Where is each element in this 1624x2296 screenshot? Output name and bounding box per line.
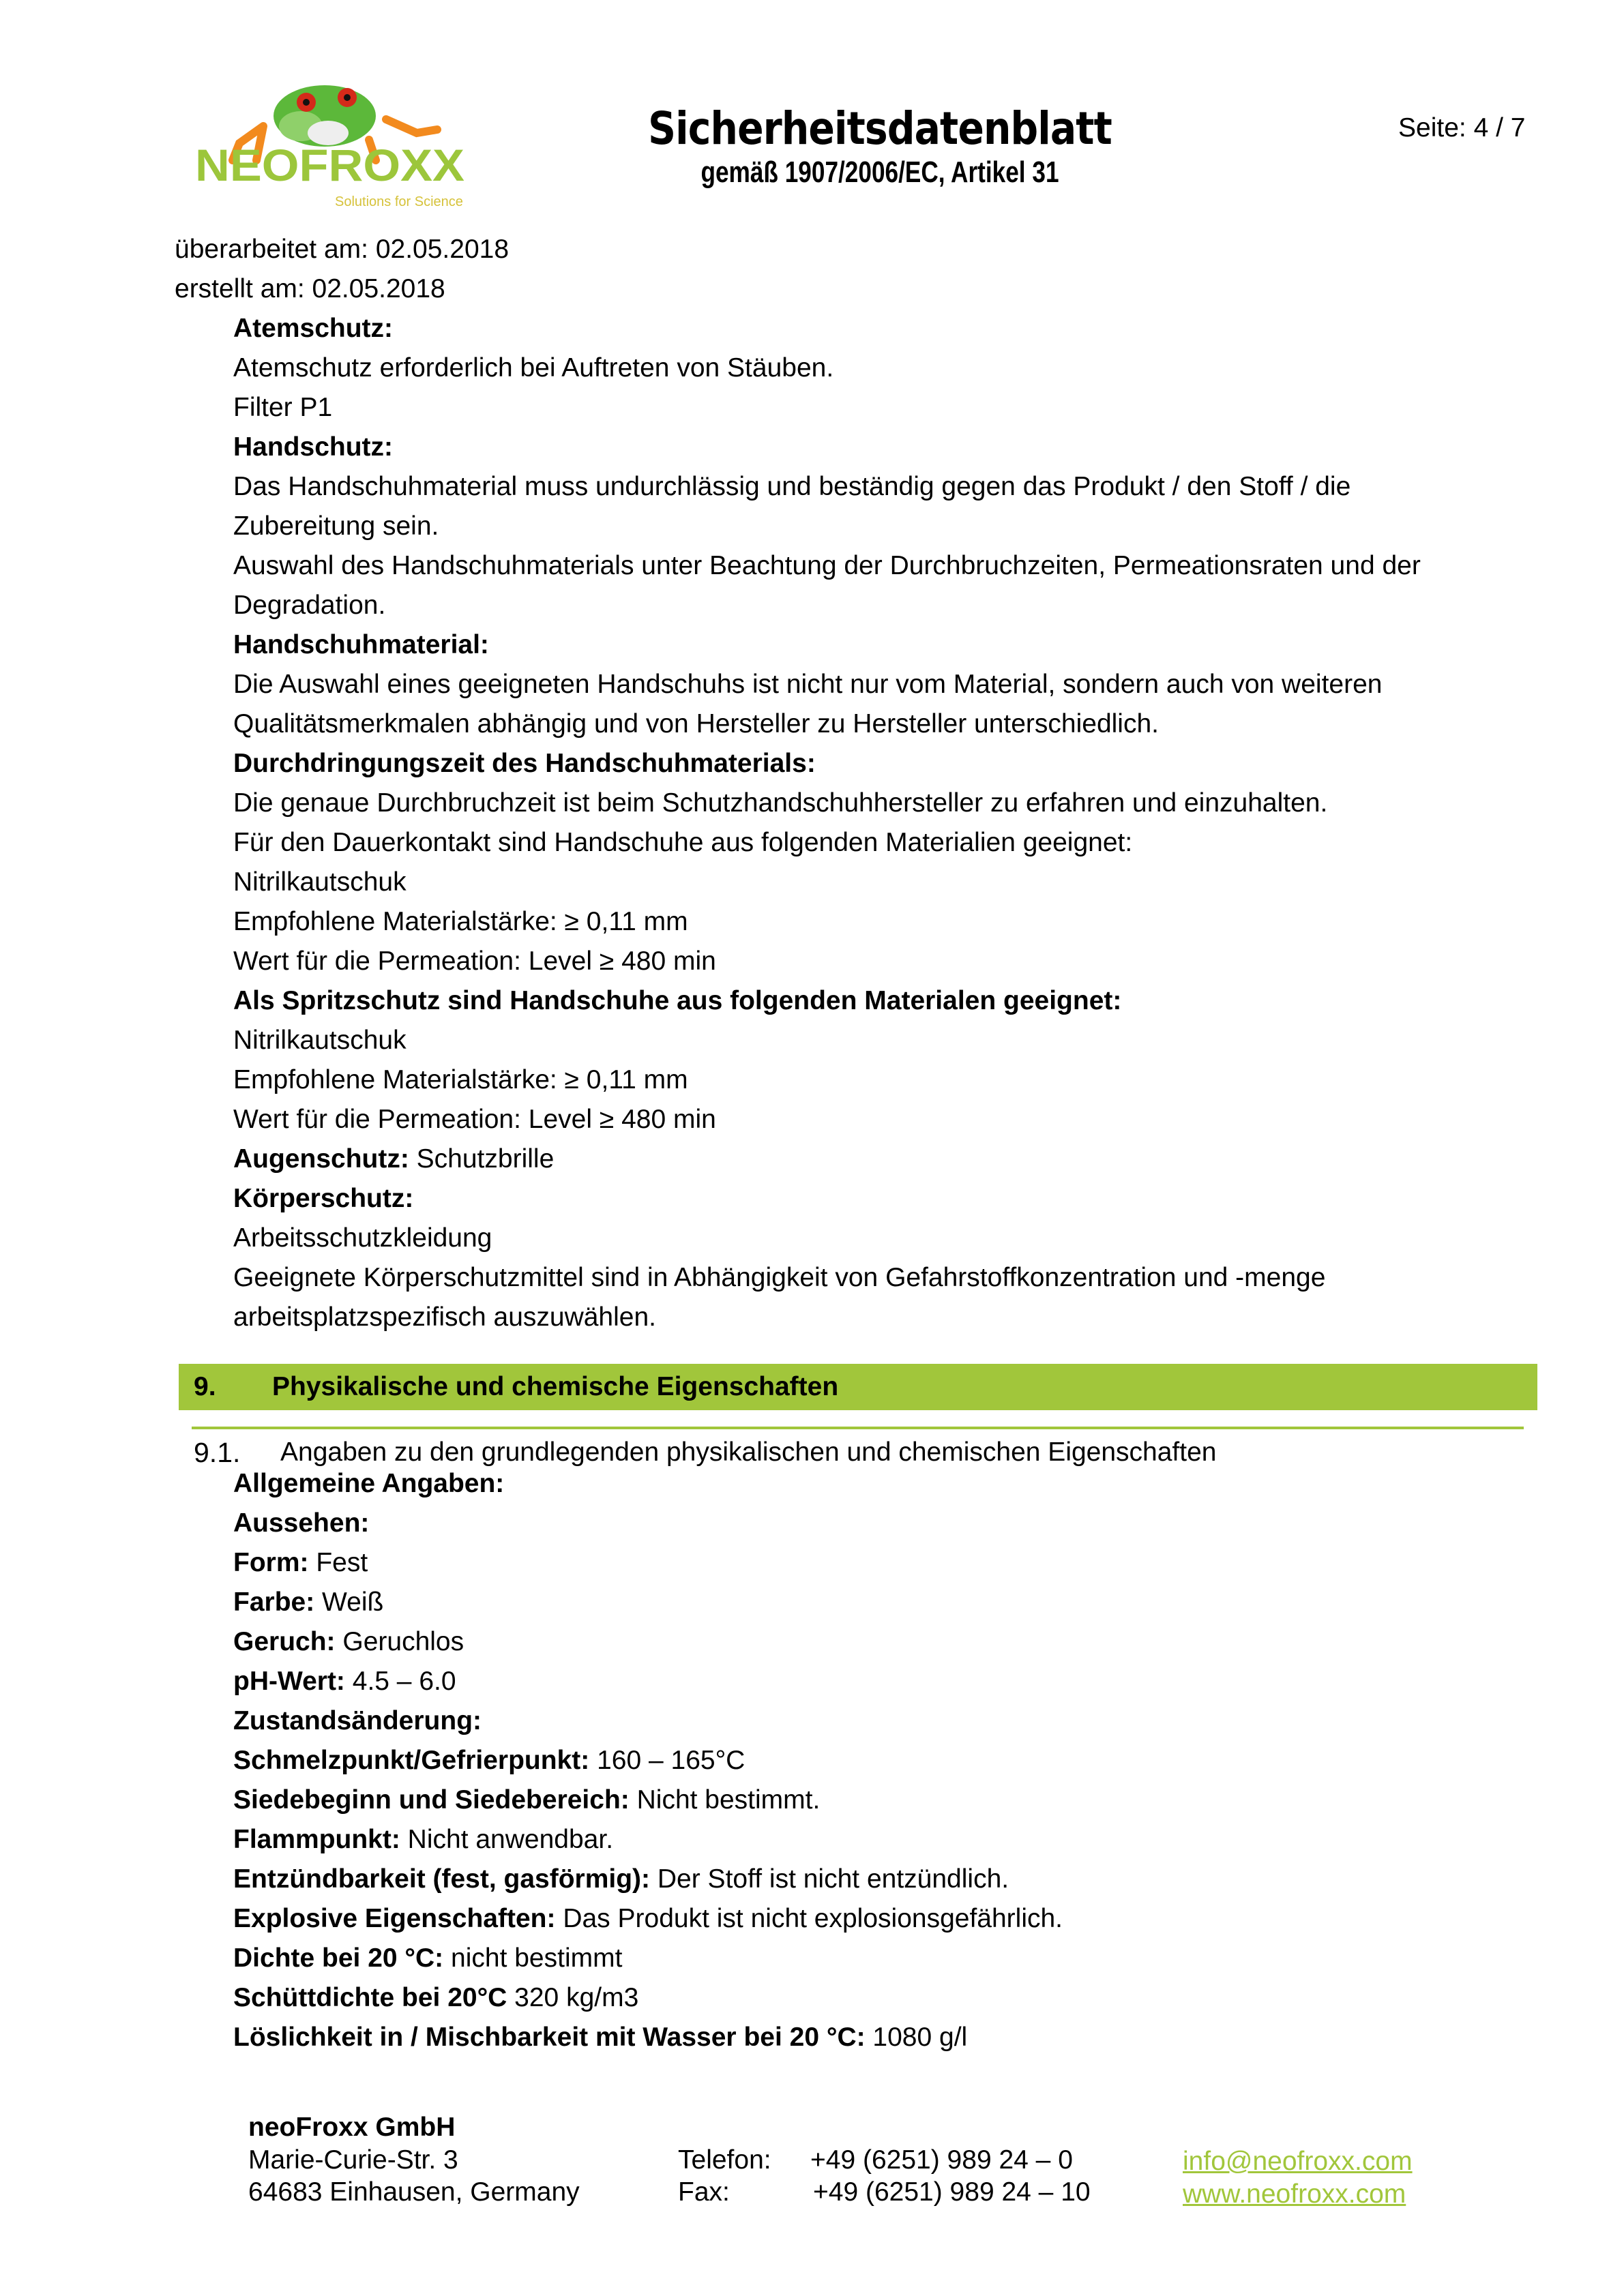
text-line [233, 1219, 492, 1258]
svg-text:NEOFROXX: NEOFROXX [195, 140, 464, 190]
footer-fax-label: Fax: [678, 2177, 730, 2207]
text-line [233, 1820, 613, 1860]
field-value: Die genaue Durchbruchzeit ist beim Schutzhandschuhhersteller zu erfahren und einzuhalten. [233, 788, 1328, 818]
page-number: Seite: 4 / 7 [1398, 113, 1526, 143]
field-label: Form: [233, 1548, 309, 1577]
field-value: Wert für die Permeation: Level ≥ 480 min [233, 1105, 716, 1134]
text-line [233, 823, 1132, 863]
field-label: Handschuhmaterial: [233, 630, 489, 659]
field-value: Empfohlene Materialstärke: ≥ 0,11 mm [233, 907, 688, 936]
field-label: Flammpunkt: [233, 1825, 400, 1854]
field-value: Filter P1 [233, 393, 333, 422]
text-line [233, 665, 1382, 704]
text-line [233, 1298, 656, 1337]
text-line [233, 625, 489, 665]
text-line [233, 586, 385, 625]
field-value: 4.5 – 6.0 [344, 1667, 456, 1696]
field-value: 160 – 165°C [589, 1746, 745, 1775]
field-value: Geruchlos [335, 1627, 464, 1656]
text-line [233, 863, 407, 902]
text-line [233, 1939, 622, 1978]
field-label: Aussehen: [233, 1508, 370, 1538]
section-number: 9. [194, 1372, 216, 1401]
text-line [233, 1060, 688, 1100]
text-line [233, 1139, 554, 1179]
text-line [233, 1583, 383, 1622]
text-line [233, 1179, 413, 1219]
field-value: Nitrilkautschuk [233, 867, 407, 897]
field-value: Wert für die Permeation: Level ≥ 480 min [233, 946, 716, 976]
field-value: erstellt am: 02.05.2018 [175, 274, 445, 303]
field-value: Nicht anwendbar. [400, 1825, 614, 1854]
field-label: Schüttdichte bei 20°C [233, 1983, 507, 2012]
footer-company: neoFroxx GmbH [248, 2113, 456, 2142]
field-value: Auswahl des Handschuhmaterials unter Beachtung der Durchbruchzeiten, Permeationsraten und der [233, 551, 1421, 580]
field-label: Allgemeine Angaben: [233, 1469, 505, 1498]
field-value: Atemschutz erforderlich bei Auftreten von Stäuben. [233, 353, 834, 383]
field-value: Für den Dauerkontakt sind Handschuhe aus folgenden Materialien geeignet: [233, 828, 1133, 857]
field-label: Geruch: [233, 1627, 336, 1656]
field-label: Entzündbarkeit (fest, gasförmig): [233, 1864, 651, 1894]
field-value: nicht bestimmt [443, 1943, 623, 1973]
text-line [233, 1741, 745, 1780]
subsection-number: 9.1. [194, 1437, 241, 1468]
email-link[interactable]: info@neofroxx.com [1183, 2147, 1413, 2176]
text-line [175, 230, 509, 269]
text-line [233, 981, 1121, 1021]
field-label: Zustandsänderung: [233, 1706, 482, 1735]
text-line [233, 902, 688, 942]
text-line [233, 1662, 456, 1701]
field-value: überarbeitet am: 02.05.2018 [175, 235, 510, 264]
text-line [233, 1100, 716, 1139]
text-line [233, 309, 393, 348]
field-value: Weiß [314, 1587, 384, 1617]
field-label: Löslichkeit in / Mischbarkeit mit Wasser bei 20 °C: [233, 2023, 866, 2052]
field-value: Arbeitsschutzkleidung [233, 1223, 492, 1253]
text-line [233, 467, 1350, 507]
text-line [233, 507, 439, 546]
document-title: Sicherheitsdatenblatt [648, 102, 1112, 155]
svg-text:Solutions for Science: Solutions for Science [335, 194, 463, 209]
divider [192, 1427, 1524, 1429]
text-line [233, 1464, 504, 1504]
field-label: Schmelzpunkt/Gefrierpunkt: [233, 1746, 590, 1775]
field-value: arbeitsplatzspezifisch auszuwählen. [233, 1302, 657, 1332]
subsection-title: Angaben zu den grundlegenden physikalischen und chemischen Eigenschaften [280, 1437, 1217, 1467]
field-value: Nitrilkautschuk [233, 1026, 407, 1055]
text-line [233, 1899, 1063, 1939]
field-label: Körperschutz: [233, 1184, 414, 1213]
field-label: pH-Wert: [233, 1667, 345, 1696]
field-value: Schutzbrille [409, 1144, 555, 1174]
text-line [233, 942, 716, 981]
text-line [233, 1543, 368, 1583]
field-value: Degradation. [233, 591, 386, 620]
text-line [233, 704, 1159, 744]
field-value: Empfohlene Materialstärke: ≥ 0,11 mm [233, 1065, 688, 1094]
footer-street: Marie-Curie-Str. 3 [248, 2145, 458, 2175]
text-line [233, 784, 1327, 823]
field-value: Geeignete Körperschutzmittel sind in Abhängigkeit von Gefahrstoffkonzentration und -menge [233, 1263, 1326, 1292]
footer-city: 64683 Einhausen, Germany [248, 2177, 580, 2207]
text-line [233, 1860, 1009, 1899]
neofroxx-logo [192, 65, 471, 211]
field-value: Das Produkt ist nicht explosionsgefährlich. [555, 1904, 1063, 1933]
field-value: Die Auswahl eines geeigneten Handschuhs ist nicht nur vom Material, sondern auch von weiteren [233, 670, 1383, 699]
field-label: Augenschutz: [233, 1144, 409, 1174]
field-value: Fest [308, 1548, 368, 1577]
field-value: Qualitätsmerkmalen abhängig und von Hersteller zu Hersteller unterschiedlich. [233, 709, 1160, 739]
text-line [233, 2018, 967, 2057]
field-value: Nicht bestimmt. [629, 1785, 821, 1815]
text-line [175, 269, 445, 309]
field-value: Der Stoff ist nicht entzündlich. [650, 1864, 1009, 1894]
text-line [233, 744, 816, 784]
text-line [233, 388, 332, 428]
text-line [233, 1504, 369, 1543]
field-value: Zubereitung sein. [233, 511, 439, 541]
field-value: 320 kg/m3 [507, 1983, 639, 2012]
section-title: Physikalische und chemische Eigenschaften [272, 1372, 839, 1401]
text-line [233, 1701, 482, 1741]
website-link[interactable]: www.neofroxx.com [1183, 2179, 1406, 2209]
text-line [233, 348, 833, 388]
footer-fax: +49 (6251) 989 24 – 10 [813, 2177, 1091, 2207]
text-line [233, 1622, 464, 1662]
field-label: Farbe: [233, 1587, 315, 1617]
text-line [233, 1780, 820, 1820]
field-label: Siedebeginn und Siedebereich: [233, 1785, 630, 1815]
text-line [233, 428, 393, 467]
document-subtitle: gemäß 1907/2006/EC, Artikel 31 [700, 155, 1059, 189]
text-line [233, 1978, 638, 2018]
footer-phone-label: Telefon: [678, 2145, 771, 2175]
text-line [233, 1258, 1325, 1298]
field-label: Handschutz: [233, 432, 393, 462]
field-value: 1080 g/l [865, 2023, 968, 2052]
field-label: Dichte bei 20 °C: [233, 1943, 444, 1973]
field-label: Atemschutz: [233, 314, 394, 343]
field-label: Durchdringungszeit des Handschuhmaterials: [233, 749, 816, 778]
field-label: Explosive Eigenschaften: [233, 1904, 556, 1933]
field-value: Das Handschuhmaterial muss undurchlässig und beständig gegen das Produkt / den Stoff / die [233, 472, 1351, 501]
footer-phone: +49 (6251) 989 24 – 0 [810, 2145, 1073, 2175]
field-label: Als Spritzschutz sind Handschuhe aus folgenden Materialen geeignet: [233, 986, 1122, 1015]
text-line [233, 546, 1421, 586]
text-line [233, 1021, 407, 1060]
